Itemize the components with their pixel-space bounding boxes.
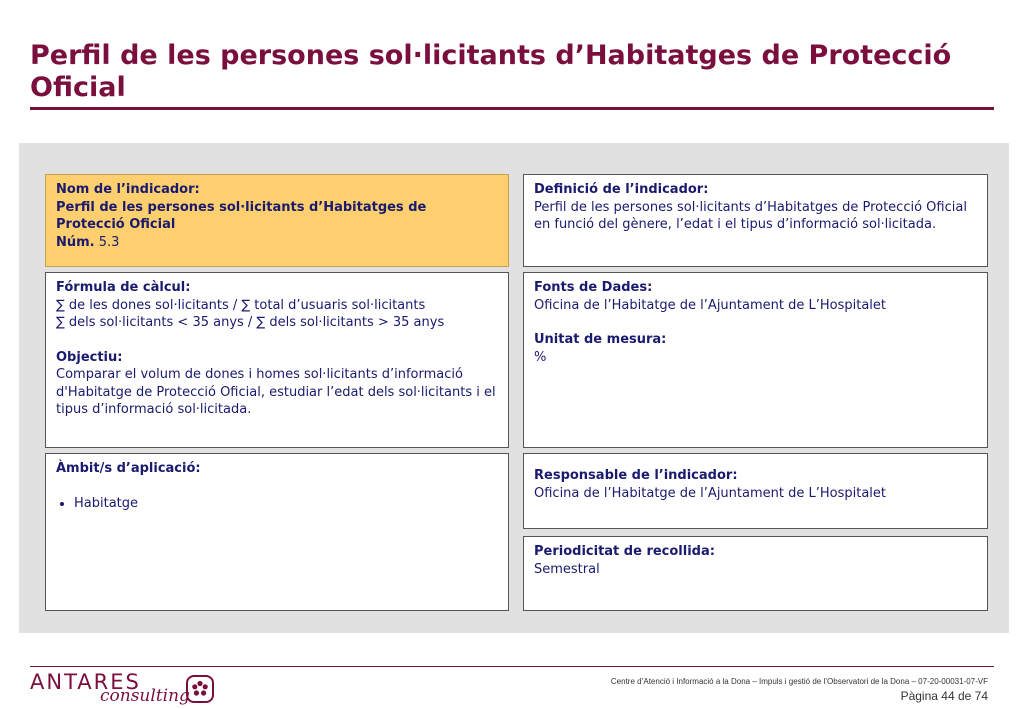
formula-line: ∑ de les dones sol·licitants / ∑ total d’usuaris sol·licitants — [56, 297, 426, 313]
definition-text: Perfil de les persones sol·licitants d’Habitatges de Protecció Oficial en funció del gènere, l’edat i el tipus d’informació sol·licitada. — [534, 199, 967, 232]
periodicity-text: Semestral — [534, 561, 600, 577]
sources-text: Oficina de l’Habitatge de l’Ajuntament de L’Hospitalet — [534, 297, 886, 313]
periodicity-box — [523, 536, 988, 611]
indicator-name-box — [45, 174, 509, 267]
unit-text: % — [534, 349, 547, 365]
indicator-name-value: Perfil de les persones sol·licitants d’Habitatges de Protecció Oficial — [56, 199, 427, 232]
definition-label: Definició de l’indicador: — [534, 182, 709, 197]
periodicity-label: Periodicitat de recollida: — [534, 544, 715, 559]
formula-label: Fórmula de càlcul: — [56, 280, 191, 295]
unit-label: Unitat de mesura: — [534, 332, 667, 347]
responsible-text: Oficina de l’Habitatge de l’Ajuntament de L’Hospitalet — [534, 485, 886, 501]
indicator-number-value: 5.3 — [98, 234, 120, 250]
indicator-name-label: Nom de l’indicador: — [56, 182, 200, 197]
page-title: Perfil de les persones sol·licitants d’Habitatges de Protecció Oficial — [30, 40, 952, 103]
footer-divider — [30, 666, 994, 667]
scope-item: • Habitatge — [74, 495, 498, 513]
objective-label: Objectiu: — [56, 349, 123, 365]
logo-flower-icon — [186, 675, 214, 703]
scope-box — [45, 453, 509, 611]
responsible-box — [523, 453, 988, 529]
definition-box — [523, 174, 988, 267]
sources-box — [523, 272, 988, 448]
formula-box — [45, 272, 509, 448]
indicator-number-label: Núm. — [56, 234, 95, 250]
scope-list — [56, 495, 498, 513]
title-divider — [30, 107, 994, 110]
logo-subtitle: consulting — [100, 686, 190, 706]
objective-text: Comparar el volum de dones i homes sol·licitants d’informació d'Habitatge de Protecció Oficial, estudiar l’edat dels sol·licitants i el tipus d’informació sol·licitada. — [56, 367, 496, 417]
indicator-number-line — [56, 234, 498, 252]
scope-label: Àmbit/s d’aplicació: — [56, 461, 201, 476]
formula-line: ∑ dels sol·licitants < 35 anys / ∑ dels sol·licitants > 35 anys — [56, 315, 445, 330]
page-number: Pàgina 44 de 74 — [900, 689, 988, 703]
responsible-label: Responsable de l’indicador: — [534, 468, 738, 483]
logo-wordmark: ANTARES — [30, 670, 141, 694]
footer-project-info: Centre d’Atenció i Informació a la Dona – Impuls i gestió de l’Observatori de la Dona – 07-20-00031-07-VF — [610, 677, 988, 686]
sources-label: Fonts de Dades: — [534, 280, 653, 295]
